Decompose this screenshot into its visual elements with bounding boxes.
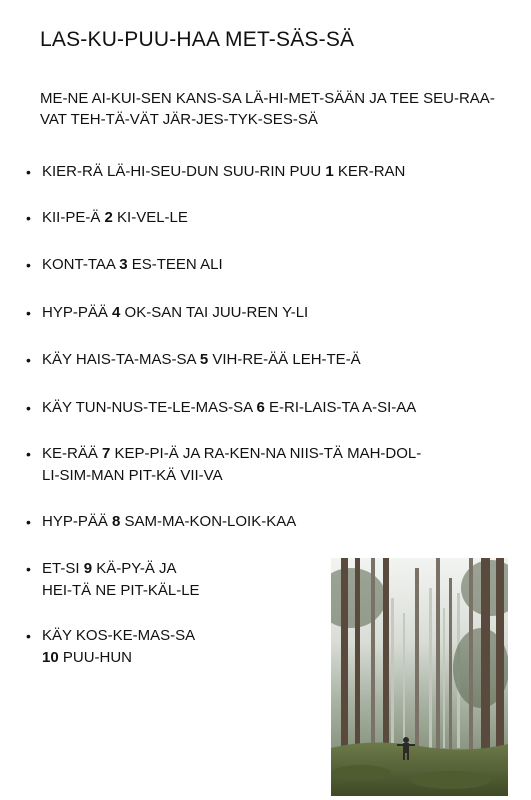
bullet: •	[26, 352, 31, 368]
task-number: 4	[112, 304, 121, 321]
task-number: 3	[119, 256, 128, 273]
list-item: • KE-RÄÄ 7 KEP-PI-Ä JA RA-KEN-NA NIIS-TÄ MAH-DOL- LI-SIM-MAN PIT-KÄ VII-VA	[26, 445, 422, 484]
list-item: • KÄY TUN-NUS-TE-LE-MAS-SA 6 E-RI-LAIS-TA A-SI-AA	[26, 397, 416, 419]
task-number: 7	[102, 445, 111, 462]
bullet: •	[26, 164, 31, 180]
bullet: •	[26, 628, 31, 644]
task-number: 1	[325, 163, 334, 180]
task-number: 10	[42, 649, 59, 666]
list-item: • KÄY KOS-KE-MAS-SA 10 PUU-HUN	[26, 627, 196, 666]
task-number: 6	[256, 399, 265, 416]
bullet: •	[26, 561, 31, 577]
bullet: •	[26, 305, 31, 321]
list-item: • KONT-TAA 3 ES-TEEN ALI	[26, 254, 223, 276]
intro-text: ME-NE AI-KUI-SEN KANS-SA LÄ-HI-MET-SÄÄN JA TEE SEU-RAA-VAT TEH-TÄ-VÄT JÄR-JES-TYK-SES-SÄ	[40, 90, 495, 128]
bullet: •	[26, 400, 31, 416]
list-item: • HYP-PÄÄ 8 SAM-MA-KON-LOIK-KAA	[26, 511, 296, 533]
forest-photo	[331, 558, 508, 796]
bullet: •	[26, 514, 31, 530]
list-item: • KÄY HAIS-TA-MAS-SA 5 VIH-RE-ÄÄ LEH-TE-Ä	[26, 349, 361, 371]
task-number: 9	[83, 560, 93, 577]
bullet: •	[26, 210, 31, 226]
task-number: 2	[104, 209, 113, 226]
bullet: •	[26, 446, 31, 462]
task-number: 5	[199, 351, 209, 368]
list-item: • ET-SI 9 KÄ-PY-Ä JA HEI-TÄ NE PIT-KÄL-LE	[26, 560, 200, 599]
task-number: 8	[112, 513, 121, 530]
page-title: LAS-KU-PUU-HAA MET-SÄS-SÄ	[40, 28, 355, 51]
bullet: •	[26, 257, 31, 273]
list-item: • KII-PE-Ä 2 KI-VEL-LE	[26, 207, 188, 229]
list-item: • HYP-PÄÄ 4 OK-SAN TAI JUU-REN Y-LI	[26, 302, 308, 324]
list-item: • KIER-RÄ LÄ-HI-SEU-DUN SUU-RIN PUU 1 KER-RAN	[26, 161, 405, 183]
